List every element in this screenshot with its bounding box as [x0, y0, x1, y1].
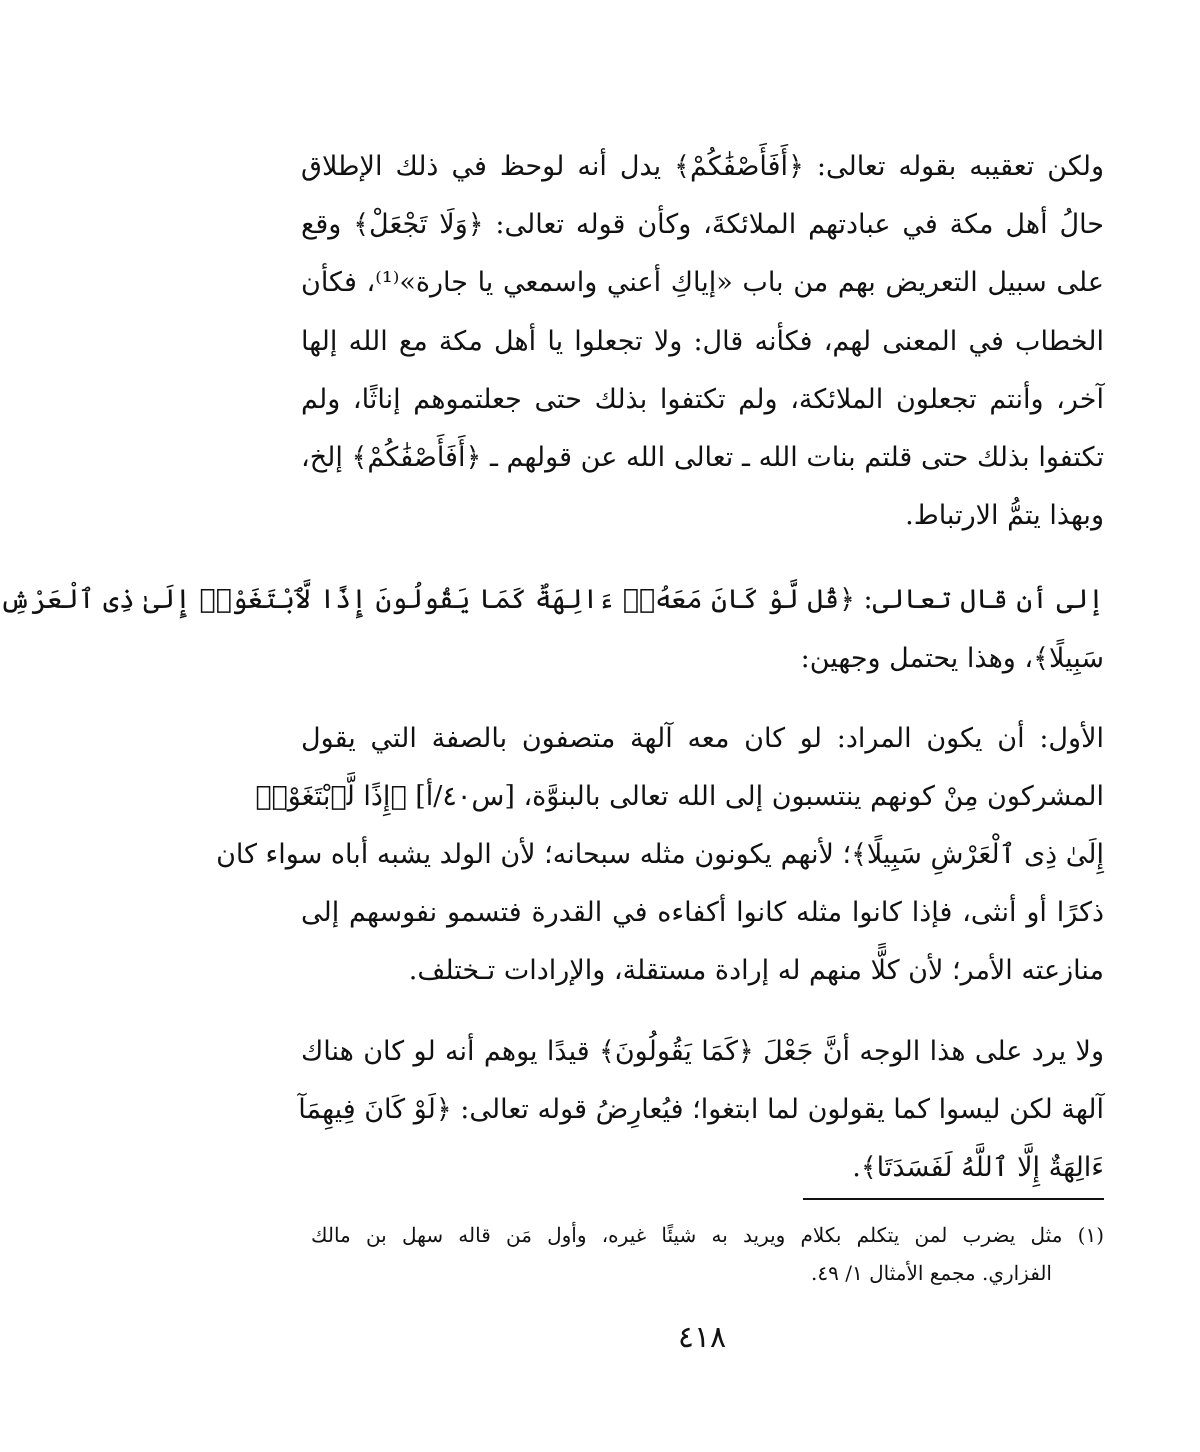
- text-line: ءَالِهَةٌ إِلَّا ٱللَّهُ لَفَسَدَتَا﴾.: [852, 1152, 1104, 1183]
- paragraph-gap: [301, 688, 1104, 710]
- text-line: المشركون مِنْ كونهم ينتسبون إلى الله تعالى بالبنوَّة، [س٤٠/أ] ﴿إِذًا لَّٱبْتَغَوْا۟: [255, 780, 1104, 812]
- paragraph-4: [298, 1023, 1104, 1198]
- text-line: آلهة لكن ليسوا كما يقولون لما ابتغوا؛ فيُعارِضُ قوله تعالى: ﴿لَوْ كَانَ فِيهِمَآ: [298, 1093, 1104, 1125]
- text-line: ذكرًا أو أنثى، فإذا كانوا مثله كانوا أكفاءه في القدرة فتسمو نفوسهم إلى: [301, 897, 1104, 929]
- main-text: [0, 138, 1104, 1197]
- paragraph-3: [216, 710, 1104, 1001]
- text-line: إِلَىٰ ذِى ٱلْعَرْشِ سَبِيلًا﴾؛ لأنهم يكونون مثله سبحانه؛ لأن الولد يشبه أباه سواء كان: [216, 839, 1104, 871]
- footnote-line: (١) مثل يضرب لمن يتكلم بكلام ويريد به شيئًا غيره، وأول مَن قاله سهل بن مالك: [311, 1223, 1104, 1247]
- text-line: إلى أن قال تعالى: ﴿قُل لَّوْ كَانَ مَعَهُۥٓ ءَالِهَةٌ كَمَا يَقُولُونَ إِذًا لَّٱبْتَغَوْا۟ إِلَىٰ ذِى ٱلْعَرْشِ: [0, 584, 1104, 616]
- page-number: ٤١٨: [677, 1320, 727, 1355]
- paragraph-gap: [301, 545, 1104, 571]
- text-line: سَبِيلًا﴾، وهذا يحتمل وجهين:: [800, 642, 1104, 674]
- paragraph-2: [0, 571, 1104, 687]
- paragraph-gap: [301, 1001, 1104, 1023]
- text-line: الأول: أن يكون المراد: لو كان معه آلهة متصفون بالصفة التي يقول: [301, 722, 1104, 754]
- text-line: ولكن تعقيبه بقوله تعالى: ﴿أَفَأَصْفَٰكُمْ﴾ يدل أنه لوحظ في ذلك الإطلاق: [301, 151, 1104, 182]
- text-line: حالُ أهل مكة في عبادتهم الملائكةَ، وكأن قوله تعالى: ﴿وَلَا تَجْعَلْ﴾ وقع: [301, 209, 1104, 241]
- footnote-separator: [803, 1198, 1104, 1200]
- paragraph-1: [301, 138, 1104, 545]
- text-line: ولا يرد على هذا الوجه أنَّ جَعْلَ ﴿كَمَا يَقُولُونَ﴾ قيدًا يوهم أنه لو كان هناك: [301, 1035, 1104, 1067]
- text-line: على سبيل التعريض بهم من باب «إياكِ أعني واسمعي يا جارة»⁽¹⁾، فكأن: [301, 267, 1104, 299]
- text-line: منازعته الأمر؛ لأن كلًّا منهم له إرادة مستقلة، والإرادات تـختلف.: [408, 955, 1104, 987]
- footnotes: [311, 1216, 1104, 1292]
- text-line: الخطاب في المعنى لهم، فكأنه قال: ولا تجعلوا يا أهل مكة مع الله إلها: [301, 325, 1104, 357]
- text-line: آخر، وأنتم تجعلون الملائكة، ولم تكتفوا بذلك حتى جعلتموهم إناثًا، ولم: [301, 383, 1104, 415]
- text-line: تكتفوا بذلك حتى قلتم بنات الله ـ تعالى الله عن قولهم ـ ﴿أَفَأَصْفَٰكُمْ﴾ إلخ،: [301, 441, 1104, 473]
- footnote-line: الفزاري. مجمع الأمثال ١/ ٤٩.: [811, 1261, 1052, 1285]
- text-line: وبهذا يتمُّ الارتباط.: [905, 500, 1104, 532]
